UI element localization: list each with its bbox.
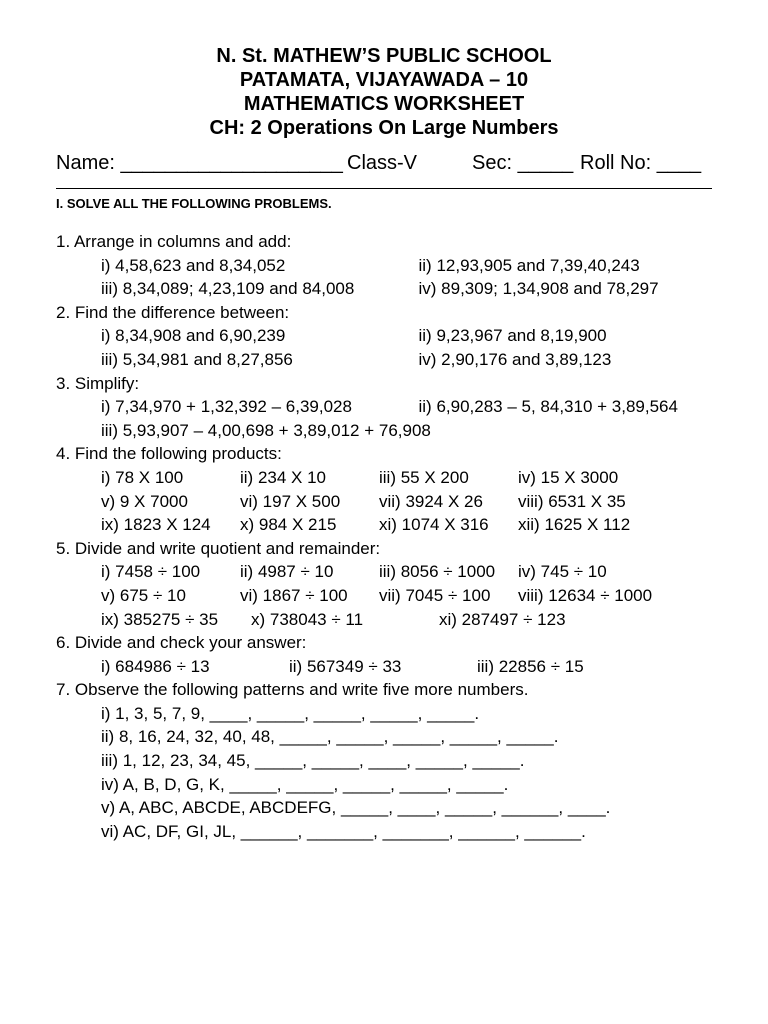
problem-item: ii) 12,93,905 and 7,39,40,243 (418, 255, 640, 275)
question-title: 7. Observe the following patterns and write five more numbers. (56, 680, 529, 700)
problem-row (56, 584, 736, 608)
problem-item: ii) 9,23,967 and 8,19,900 (418, 326, 607, 346)
problem-row (56, 725, 736, 749)
problem-item: i) 684986 ÷ 13 (101, 656, 210, 676)
problem-row (56, 324, 736, 348)
problem-item: vi) 197 X 500 (240, 491, 341, 511)
problem-item: ii) 6,90,283 – 5, 84,310 + 3,89,564 (418, 397, 678, 417)
question-title: 4. Find the following products: (56, 444, 282, 464)
problem-item: xi) 287497 ÷ 123 (439, 609, 566, 629)
problem-item: i) 78 X 100 (101, 467, 184, 487)
school-location: PATAMATA, VIJAYAWADA – 10 (239, 69, 529, 91)
problem-item: iii) 8,34,089; 4,23,109 and 84,008 (101, 279, 355, 299)
problem-item: viii) 6531 X 35 (518, 491, 626, 511)
problem-item: vi) 1867 ÷ 100 (240, 585, 348, 605)
problem-item: ii) 567349 ÷ 33 (289, 656, 402, 676)
problem-item: iii) 8056 ÷ 1000 (379, 562, 496, 582)
worksheet-title: MATHEMATICS WORKSHEET (243, 93, 525, 115)
problem-row (56, 277, 736, 301)
problem-item: i) 7458 ÷ 100 (101, 562, 201, 582)
problem-item: ix) 385275 ÷ 35 (101, 609, 219, 629)
problem-item: x) 984 X 215 (240, 515, 337, 535)
problem-row (56, 490, 736, 514)
problem-item: vii) 7045 ÷ 100 (379, 585, 491, 605)
question-list (56, 230, 736, 843)
problem-item: iv) 15 X 3000 (518, 467, 619, 487)
question-title: 1. Arrange in columns and add: (56, 232, 292, 251)
problem-item: iv) 89,309; 1,34,908 and 78,297 (418, 279, 659, 299)
problem-item: i) 7,34,970 + 1,32,392 – 6,39,028 (101, 397, 352, 417)
problem-item: i) 4,58,623 and 8,34,052 (101, 255, 286, 275)
problem-item: iv) 2,90,176 and 3,89,123 (418, 349, 612, 369)
problem-row (56, 820, 736, 844)
problem-item: iii) 1, 12, 23, 34, 45, _____, _____, ____, _____, _____. (101, 751, 525, 771)
problem-row (56, 655, 736, 679)
problem-item: v) 675 ÷ 10 (101, 585, 186, 605)
problem-item: vii) 3924 X 26 (379, 491, 483, 511)
problem-item: viii) 12634 ÷ 1000 (518, 585, 653, 605)
problem-item: v) 9 X 7000 (101, 491, 188, 511)
problem-item: iv) A, B, D, G, K, _____, _____, _____, _____, _____. (101, 774, 509, 794)
question-title: 6. Divide and check your answer: (56, 633, 307, 653)
question-title: 3. Simplify: (56, 373, 140, 393)
roll-number-field: Roll No: ____ (580, 152, 702, 174)
problem-row (56, 773, 736, 797)
problem-row (56, 749, 736, 773)
problem-item: iii) 5,34,981 and 8,27,856 (101, 349, 293, 369)
problem-item: iii) 5,93,907 – 4,00,698 + 3,89,012 + 76,908 (101, 420, 431, 440)
chapter-title: CH: 2 Operations On Large Numbers (209, 117, 559, 139)
problem-item: i) 1, 3, 5, 7, 9, ____, _____, _____, _____, _____. (101, 703, 480, 723)
school-name: N. St. MATHEW’S PUBLIC SCHOOL (216, 45, 552, 67)
problem-row (56, 560, 736, 584)
question-title: 5. Divide and write quotient and remainder: (56, 538, 381, 558)
problem-item: ii) 234 X 10 (240, 467, 326, 487)
problem-row (56, 796, 736, 820)
question-title: 2. Find the difference between: (56, 302, 290, 322)
problem-item: x) 738043 ÷ 11 (251, 609, 364, 629)
problem-item: i) 8,34,908 and 6,90,239 (101, 326, 286, 346)
class-label: Class-V (347, 152, 418, 174)
problem-item: ii) 8, 16, 24, 32, 40, 48, _____, _____, _____, _____, _____. (101, 727, 559, 747)
header-divider (56, 188, 712, 189)
problem-item: xii) 1625 X 112 (518, 515, 631, 535)
problem-row (56, 466, 736, 490)
problem-item: iv) 745 ÷ 10 (518, 562, 607, 582)
problem-item: vi) AC, DF, GI, JL, ______, _______, _______, ______, ______. (101, 821, 586, 841)
problem-item: ix) 1823 X 124 (101, 515, 211, 535)
problem-row (56, 395, 736, 419)
problem-row (56, 702, 736, 726)
worksheet-header (0, 44, 768, 140)
problem-row (56, 348, 736, 372)
problem-row (56, 254, 736, 278)
problem-item: xi) 1074 X 316 (379, 515, 489, 535)
name-field: Name: ____________________ (56, 152, 343, 174)
problem-item: iii) 22856 ÷ 15 (477, 656, 584, 676)
problem-item: v) A, ABC, ABCDE, ABCDEFG, _____, ____, _____, ______, ____. (101, 798, 611, 818)
problem-row (56, 419, 736, 443)
problem-row (56, 513, 736, 537)
section-field: Sec: _____ (472, 152, 574, 174)
problem-item: ii) 4987 ÷ 10 (240, 562, 334, 582)
problem-row (56, 608, 736, 632)
section-heading: I. SOLVE ALL THE FOLLOWING PROBLEMS. (56, 196, 332, 211)
problem-item: iii) 55 X 200 (379, 467, 469, 487)
